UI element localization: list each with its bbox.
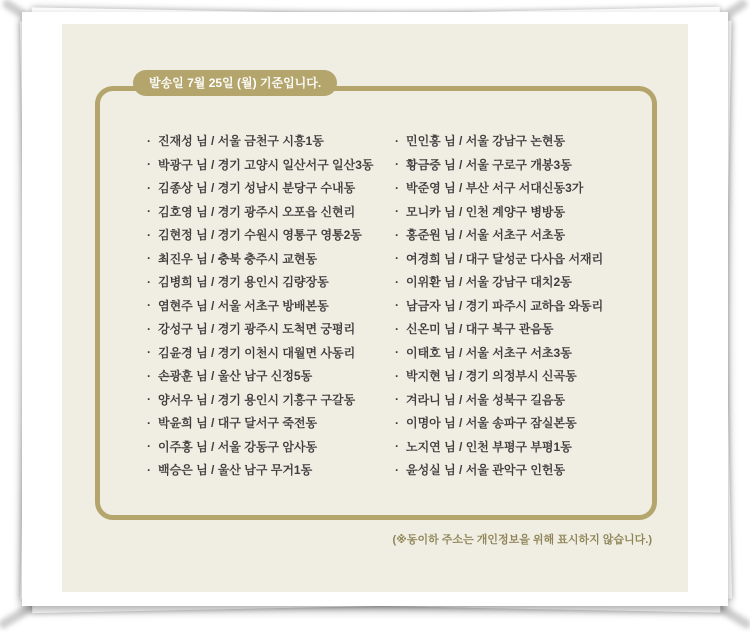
- list-item: [395, 176, 603, 200]
- bullet-icon: ·: [395, 368, 399, 383]
- recipient-entry: 김호영 님 / 경기 광주시 오포읍 신현리: [158, 204, 356, 219]
- bullet-icon: ·: [147, 274, 151, 289]
- bullet-icon: ·: [147, 251, 151, 266]
- list-item: [395, 200, 603, 224]
- recipient-entry: 여경희 님 / 대구 달성군 다사읍 서재리: [406, 251, 604, 266]
- list-item: [147, 270, 374, 294]
- list-item: [395, 129, 603, 153]
- list-item: [395, 388, 603, 412]
- list-item: [147, 411, 374, 435]
- bullet-icon: ·: [395, 227, 399, 242]
- recipient-entry: 모니카 님 / 인천 계양구 병방동: [406, 204, 566, 219]
- recipient-entry: 양서우 님 / 경기 용인시 기흥구 구갈동: [158, 392, 356, 407]
- bullet-icon: ·: [395, 439, 399, 454]
- recipient-entry: 겨라니 님 / 서울 성북구 길음동: [406, 392, 566, 407]
- recipient-entry: 염현주 님 / 서울 서초구 방배본동: [158, 298, 329, 313]
- bullet-icon: ·: [395, 345, 399, 360]
- list-item: [147, 294, 374, 318]
- recipient-entry: 이위환 님 / 서울 강남구 대치2동: [406, 275, 572, 290]
- list-item: [395, 435, 603, 459]
- list-item: [395, 411, 603, 435]
- bullet-icon: ·: [147, 227, 151, 242]
- bullet-icon: ·: [395, 204, 399, 219]
- recipient-entry: 강성구 님 / 경기 광주시 도척면 궁평리: [158, 322, 356, 337]
- bullet-icon: ·: [147, 157, 151, 172]
- recipient-entry: 박지현 님 / 경기 의정부시 신곡동: [406, 369, 577, 384]
- recipient-entry: 박광구 님 / 경기 고양시 일산서구 일산3동: [158, 157, 374, 172]
- recipient-entry: 홍준원 님 / 서울 서초구 서초동: [406, 228, 566, 243]
- list-item: [147, 153, 374, 177]
- list-item: [147, 176, 374, 200]
- bullet-icon: ·: [395, 180, 399, 195]
- privacy-note: (※동이하 주소는 개인정보을 위해 표시하지 않습니다.): [392, 534, 652, 546]
- recipient-column-left: [147, 129, 374, 482]
- bullet-icon: ·: [395, 321, 399, 336]
- recipient-entry: 이명아 님 / 서울 송파구 잠실본동: [406, 416, 577, 431]
- shipping-date-badge: 발송일 7월 25일 (월) 기준입니다.: [133, 70, 337, 96]
- bullet-icon: ·: [147, 298, 151, 313]
- list-item: [147, 223, 374, 247]
- list-item: [395, 317, 603, 341]
- bullet-icon: ·: [395, 133, 399, 148]
- paper-sheet: [22, 12, 728, 606]
- bullet-icon: ·: [395, 415, 399, 430]
- list-item: [395, 223, 603, 247]
- notice-card: [62, 24, 688, 592]
- bullet-icon: ·: [395, 274, 399, 289]
- list-item: [395, 458, 603, 482]
- list-item: [147, 247, 374, 271]
- bullet-icon: ·: [395, 392, 399, 407]
- list-item: [147, 129, 374, 153]
- bullet-icon: ·: [147, 392, 151, 407]
- list-item: [147, 388, 374, 412]
- recipient-column-right: [395, 129, 603, 482]
- list-item: [395, 341, 603, 365]
- recipient-entry: 신온미 님 / 대구 북구 관음동: [406, 322, 554, 337]
- list-item: [147, 458, 374, 482]
- list-item: [395, 270, 603, 294]
- recipient-entry: 이주홍 님 / 서울 강동구 암사동: [158, 439, 318, 454]
- bullet-icon: ·: [147, 415, 151, 430]
- list-item: [147, 200, 374, 224]
- recipient-entry: 민인홍 님 / 서울 강남구 논현동: [406, 134, 566, 149]
- recipient-entry: 노지연 님 / 인천 부평구 부평1동: [406, 439, 572, 454]
- recipient-entry: 진재성 님 / 서울 금천구 시흥1동: [158, 134, 324, 149]
- recipient-entry: 최진우 님 / 충북 충주시 교현동: [158, 251, 318, 266]
- bullet-icon: ·: [395, 157, 399, 172]
- bullet-icon: ·: [147, 204, 151, 219]
- bullet-icon: ·: [147, 439, 151, 454]
- recipient-entry: 황금중 님 / 서울 구로구 개봉3동: [406, 157, 572, 172]
- list-item: [147, 364, 374, 388]
- list-item: [147, 435, 374, 459]
- recipient-entry: 김병희 님 / 경기 용인시 김량장동: [158, 275, 329, 290]
- recipient-entry: 백승은 님 / 울산 남구 무거1동: [158, 463, 313, 478]
- bullet-icon: ·: [395, 462, 399, 477]
- bullet-icon: ·: [147, 133, 151, 148]
- recipient-entry: 박준영 님 / 부산 서구 서대신동3가: [406, 181, 584, 196]
- list-item: [147, 341, 374, 365]
- bullet-icon: ·: [147, 462, 151, 477]
- recipient-entry: 이태호 님 / 서울 서초구 서초3동: [406, 345, 572, 360]
- list-item: [395, 153, 603, 177]
- bullet-icon: ·: [147, 345, 151, 360]
- recipient-entry: 김종상 님 / 경기 성남시 분당구 수내동: [158, 181, 356, 196]
- recipient-entry: 윤성실 님 / 서울 관악구 인헌동: [406, 463, 566, 478]
- bullet-icon: ·: [395, 298, 399, 313]
- recipient-entry: 김현정 님 / 경기 수원시 영통구 영통2동: [158, 228, 362, 243]
- recipient-entry: 김윤경 님 / 경기 이천시 대월면 사동리: [158, 345, 356, 360]
- list-item: [395, 294, 603, 318]
- list-item: [395, 247, 603, 271]
- bullet-icon: ·: [395, 251, 399, 266]
- recipient-entry: 손광훈 님 / 울산 남구 신정5동: [158, 369, 313, 384]
- recipient-entry: 박윤희 님 / 대구 달서구 죽전동: [158, 416, 318, 431]
- recipient-entry: 남금자 님 / 경기 파주시 교하읍 와동리: [406, 298, 604, 313]
- list-item: [395, 364, 603, 388]
- list-item: [147, 317, 374, 341]
- bullet-icon: ·: [147, 321, 151, 336]
- bullet-icon: ·: [147, 180, 151, 195]
- bullet-icon: ·: [147, 368, 151, 383]
